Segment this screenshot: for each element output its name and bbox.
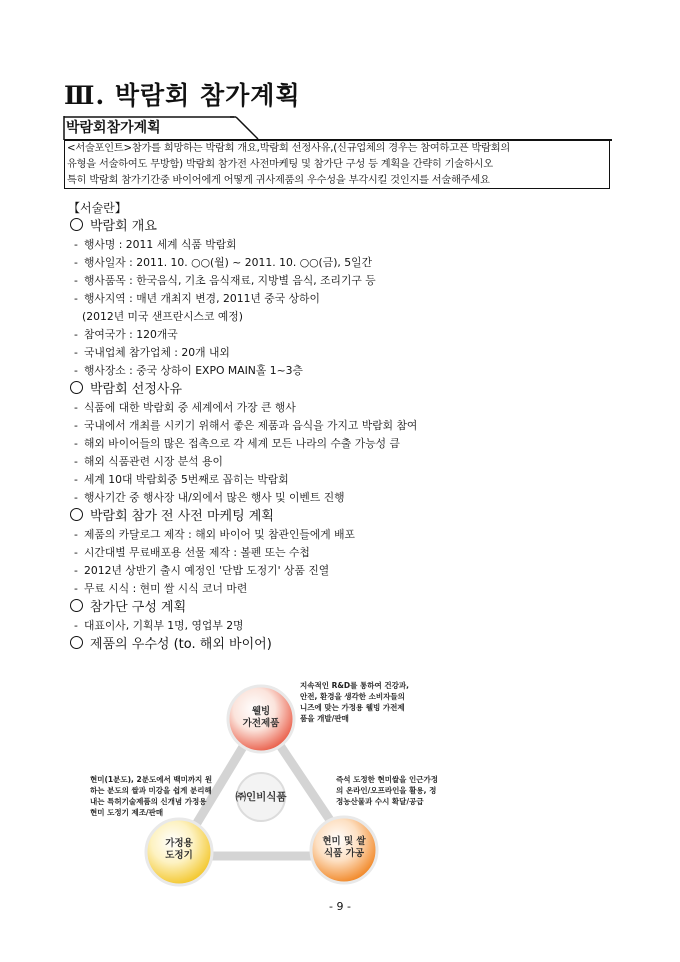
list-item: - 세계 10대 박람회중 5번째로 꼽히는 박람회 [68,471,628,489]
right-note: 즉석 도정한 현미쌀을 인근가정 의 온라인/오프라인을 활용, 정 정농산물과 수시 확달/공급 [336,775,439,806]
dash-bullet: - [74,419,78,432]
dash-bullet: - [74,437,78,450]
dash-bullet: - [74,346,78,359]
circle-bullet-icon [70,381,83,394]
top-note: 지속적인 R&D를 통하여 건강과, 안전, 환경을 생각한 소비자들의 니즈에 맞는 가정용 웰빙 가전제 품을 개발/판매 [300,681,409,723]
section-heading: 박람회 선정사유 [68,380,628,399]
list-item: (2012년 미국 샌프란시스코 예정) [82,310,243,323]
list-item: - 행사품목 : 한국음식, 기초 음식재료, 지방별 음식, 조리기구 등 [68,272,628,290]
list-item: - 식품에 대한 박람회 중 세계에서 가장 큰 행사 [68,399,628,417]
dash-bullet: - [74,582,78,595]
list-item: - 행사장소 : 중국 상하이 EXPO MAIN홀 1~3층 [68,362,628,380]
page-number: - 9 - [329,900,351,913]
list-item: - 제품의 카달로그 제작 : 해외 바이어 및 참관인들에게 배포 [68,526,628,544]
section-heading: 제품의 우수성 (to. 해외 바이어) [68,635,628,654]
list-item: - 국내업체 참가업체 : 20개 내외 [68,344,628,362]
company-label: ㈜인비식품 [235,791,287,803]
list-item: - 해외 바이어들의 많은 접촉으로 각 세계 모든 나라의 수출 가능성 큼 [68,435,628,453]
section-heading: 참가단 구성 계획 [68,598,628,617]
section-label: 【서술란】 [68,201,127,215]
dash-bullet: - [74,546,78,559]
guide-line: 특히 박람회 참가기간중 바이어에게 어떻게 귀사제품의 우수성을 부각시킬 것인지를 서술해주세요 [67,175,490,186]
list-item: - 무료 시식 : 현미 쌀 시식 코너 마련 [68,580,628,598]
dash-bullet: - [74,491,78,504]
section-tab: 박람회참가계획 [66,120,161,136]
content-body [68,217,628,654]
list-item: - 행사일자 : 2011. 10. ○○(월) ~ 2011. 10. ○○(금), 5일간 [68,254,628,272]
list-item: - 시간대별 무료배포용 선물 제작 : 볼펜 또는 수첩 [68,544,628,562]
dash-bullet: - [74,256,78,269]
dash-bullet: - [74,292,78,305]
list-item: - 참여국가 : 120개국 [68,326,628,344]
dash-bullet: - [74,328,78,341]
list-item: - 행사명 : 2011 세계 식품 박람회 [68,236,628,254]
tab-left-line [63,116,65,140]
guide-line: 유형을 서술하여도 무방함) 박람회 참가전 사전마케팅 및 참가단 구성 등 계획을 간략히 기술하시오 [67,159,493,170]
circle-bullet-icon [70,599,83,612]
guide-line: <서술포인트>참가를 희망하는 박람회 개요,박람회 선정사유,(신규업체의 경우는 참여하고픈 박람회의 [67,143,511,154]
dash-bullet: - [74,455,78,468]
dash-bullet: - [74,564,78,577]
circle-bullet-icon [70,636,83,649]
list-item: - 대표이사, 기획부 1명, 영업부 2명 [68,617,628,635]
right-circle-label: 현미 및 쌀 식품 가공 [322,836,366,859]
left-note: 현미(1분도), 2분도에서 백미까지 원 하는 분도의 쌀과 미강을 쉽게 분리해 내는 특허기술제품의 신개념 가정용 현미 도정기 제조/판매 [90,775,213,817]
dash-bullet: - [74,364,78,377]
circle-bullet-icon [70,218,83,231]
list-item: - 행사지역 : 매년 개최지 변경, 2011년 중국 상하이 [68,290,628,308]
tab-slant-decoration [230,116,260,140]
left-circle-label: 가정용 도정기 [165,838,193,861]
list-item: - 행사기간 중 행사장 내/외에서 많은 행사 및 이벤트 진행 [68,489,628,507]
section-heading: 박람회 참가 전 사전 마케팅 계획 [68,507,628,526]
dash-bullet: - [74,238,78,251]
list-item: - 2012년 상반기 출시 예정인 '단밥 도정기' 상품 진열 [68,562,628,580]
dash-bullet: - [74,473,78,486]
dash-bullet: - [74,274,78,287]
writing-guide-box [64,140,610,189]
tab-top-line [64,116,234,118]
page-title: Ⅲ. 박람회 참가계획 [64,81,301,110]
dash-bullet: - [74,401,78,414]
circle-bullet-icon [70,508,83,521]
list-item: - 국내에서 개최를 시키기 위해서 좋은 제품과 음식을 가지고 박람회 참여 [68,417,628,435]
dash-bullet: - [74,619,78,632]
list-item: - 해외 식품관련 시장 분석 용이 [68,453,628,471]
section-heading: 박람회 개요 [68,217,628,236]
dash-bullet: - [74,528,78,541]
top-circle-label: 웰빙 가전제품 [242,706,280,729]
